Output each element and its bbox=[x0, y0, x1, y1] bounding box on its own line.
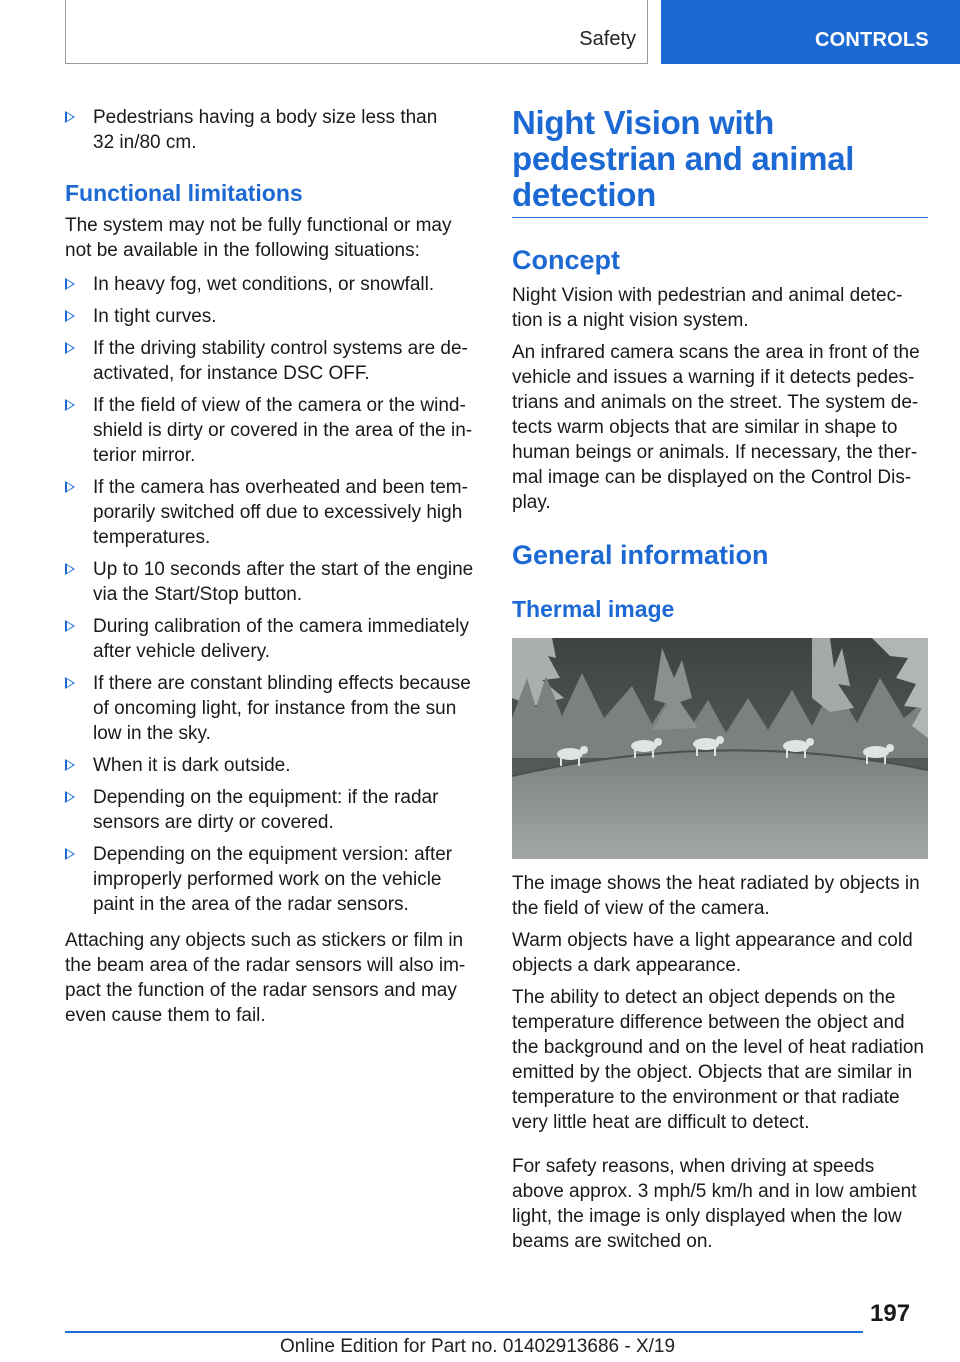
triangle-bullet-icon bbox=[65, 677, 75, 689]
bullet-line: In heavy fog, wet conditions, or snowfall. bbox=[93, 274, 435, 295]
bullet-line: sensors are dirty or covered. bbox=[93, 812, 334, 833]
list-item bbox=[65, 842, 483, 917]
bullet-line: In tight curves. bbox=[93, 306, 217, 327]
bullet-line: Pedestrians having a body size less than bbox=[93, 107, 438, 128]
text-line: light, the image is only displayed when the low bbox=[512, 1206, 902, 1227]
bullet-line: Up to 10 seconds after the start of the engine bbox=[93, 559, 474, 580]
title-line: Night Vision with bbox=[512, 104, 774, 141]
concept-paragraph-1 bbox=[512, 283, 932, 333]
list-item bbox=[65, 475, 483, 550]
bullet-line: If the field of view of the camera or the wind- bbox=[93, 395, 466, 416]
triangle-bullet-icon bbox=[65, 342, 75, 354]
thermal-image-heading: Thermal image bbox=[512, 596, 675, 622]
text-line: pact the function of the radar sensors and may bbox=[65, 980, 457, 1001]
bullet-line: When it is dark outside. bbox=[93, 755, 291, 776]
image-paragraph-4 bbox=[512, 1154, 932, 1254]
triangle-bullet-icon bbox=[65, 111, 75, 123]
text-line: the beam area of the radar sensors will also im- bbox=[65, 955, 466, 976]
footer-edition-text: Online Edition for Part no. 01402913686 - X/19 bbox=[280, 1336, 676, 1357]
bullet-line: Depending on the equipment version: after bbox=[93, 844, 453, 865]
text-line: mal image can be displayed on the Control Dis- bbox=[512, 467, 912, 488]
bullet-line: activated, for instance DSC OFF. bbox=[93, 363, 370, 384]
bullet-line: after vehicle delivery. bbox=[93, 641, 271, 662]
text-line: Night Vision with pedestrian and animal detec- bbox=[512, 285, 903, 306]
bullet-line: of oncoming light, for instance from the sun bbox=[93, 698, 457, 719]
image-paragraph-1 bbox=[512, 871, 932, 921]
bullet-line: shield is dirty or covered in the area of the in- bbox=[93, 420, 473, 441]
closing-paragraph bbox=[65, 928, 483, 1028]
text-line: human beings or animals. If necessary, the ther- bbox=[512, 442, 918, 463]
title-divider bbox=[512, 217, 928, 218]
text-line: even cause them to fail. bbox=[65, 1005, 266, 1026]
list-item bbox=[65, 336, 483, 386]
triangle-bullet-icon bbox=[65, 481, 75, 493]
text-line: Warm objects have a light appearance and cold bbox=[512, 930, 913, 951]
text-line: not be available in the following situations: bbox=[65, 240, 420, 261]
header-section-label: Safety bbox=[579, 28, 636, 50]
triangle-bullet-icon bbox=[65, 848, 75, 860]
text-line: beams are switched on. bbox=[512, 1231, 713, 1252]
bullet-line: temperatures. bbox=[93, 527, 211, 548]
text-line: the field of view of the camera. bbox=[512, 898, 770, 919]
image-paragraph-2 bbox=[512, 928, 932, 978]
text-line: The ability to detect an object depends on the bbox=[512, 987, 896, 1008]
title-line: pedestrian and animal bbox=[512, 140, 855, 177]
limitations-intro bbox=[65, 213, 483, 263]
list-item bbox=[65, 393, 483, 468]
list-item bbox=[65, 614, 483, 664]
concept-heading: Concept bbox=[512, 245, 620, 275]
text-line: Attaching any objects such as stickers or film in bbox=[65, 930, 464, 951]
list-item bbox=[65, 304, 483, 329]
limitations-list bbox=[65, 272, 483, 924]
triangle-bullet-icon bbox=[65, 310, 75, 322]
title-line: detection bbox=[512, 176, 656, 213]
text-line: trians and animals on the street. The system de- bbox=[512, 392, 919, 413]
text-line: play. bbox=[512, 492, 551, 513]
text-line: temperature difference between the object and bbox=[512, 1012, 905, 1033]
bullet-line: If the camera has overheated and been tem- bbox=[93, 477, 468, 498]
list-item bbox=[65, 671, 483, 746]
triangle-bullet-icon bbox=[65, 759, 75, 771]
text-line: For safety reasons, when driving at speeds bbox=[512, 1156, 875, 1177]
text-line: vehicle and issues a warning if it detects pedes- bbox=[512, 367, 915, 388]
bullet-line: During calibration of the camera immediately bbox=[93, 616, 469, 637]
bullet-line: paint in the area of the radar sensors. bbox=[93, 894, 409, 915]
text-line: temperature to the environment or that radiate bbox=[512, 1087, 900, 1108]
thermal-image-illustration bbox=[512, 638, 928, 859]
text-line: tion is a night vision system. bbox=[512, 310, 749, 331]
text-line: An infrared camera scans the area in front of the bbox=[512, 342, 920, 363]
triangle-bullet-icon bbox=[65, 563, 75, 575]
bullet-line: improperly performed work on the vehicle bbox=[93, 869, 442, 890]
text-line: above approx. 3 mph/5 km/h and in low ambient bbox=[512, 1181, 917, 1202]
bullet-line: terior mirror. bbox=[93, 445, 196, 466]
triangle-bullet-icon bbox=[65, 620, 75, 632]
list-item bbox=[65, 272, 483, 297]
page-title bbox=[512, 105, 932, 213]
text-line: The system may not be fully functional or may bbox=[65, 215, 452, 236]
text-line: emitted by the object. Objects that are similar in bbox=[512, 1062, 913, 1083]
bullet-line: low in the sky. bbox=[93, 723, 211, 744]
bullet-line: via the Start/Stop button. bbox=[93, 584, 303, 605]
triangle-bullet-icon bbox=[65, 399, 75, 411]
header-chapter-tab: CONTROLS bbox=[661, 0, 960, 64]
bullet-line: porarily switched off due to excessively high bbox=[93, 502, 463, 523]
footer-divider bbox=[65, 1331, 863, 1333]
bullet-line: Depending on the equipment: if the radar bbox=[93, 787, 439, 808]
top-bullet-item bbox=[65, 105, 483, 155]
general-information-heading: General information bbox=[512, 540, 769, 570]
list-item bbox=[65, 785, 483, 835]
bullet-line: If there are constant blinding effects because bbox=[93, 673, 471, 694]
text-line: objects a dark appearance. bbox=[512, 955, 742, 976]
list-item bbox=[65, 753, 483, 778]
image-paragraph-3 bbox=[512, 985, 932, 1135]
page-number: 197 bbox=[870, 1300, 911, 1327]
triangle-bullet-icon bbox=[65, 791, 75, 803]
list-item bbox=[65, 557, 483, 607]
bullet-line: If the driving stability control systems are de- bbox=[93, 338, 468, 359]
text-line: very little heat are difficult to detect. bbox=[512, 1112, 810, 1133]
triangle-bullet-icon bbox=[65, 278, 75, 290]
limitations-heading: Functional limitations bbox=[65, 180, 303, 206]
text-line: the background and on the level of heat radiation bbox=[512, 1037, 924, 1058]
text-line: The image shows the heat radiated by objects in bbox=[512, 873, 920, 894]
concept-paragraph-2 bbox=[512, 340, 932, 515]
text-line: tects warm objects that are similar in shape to bbox=[512, 417, 898, 438]
list-item bbox=[65, 105, 483, 155]
bullet-line: 32 in/80 cm. bbox=[93, 132, 197, 153]
